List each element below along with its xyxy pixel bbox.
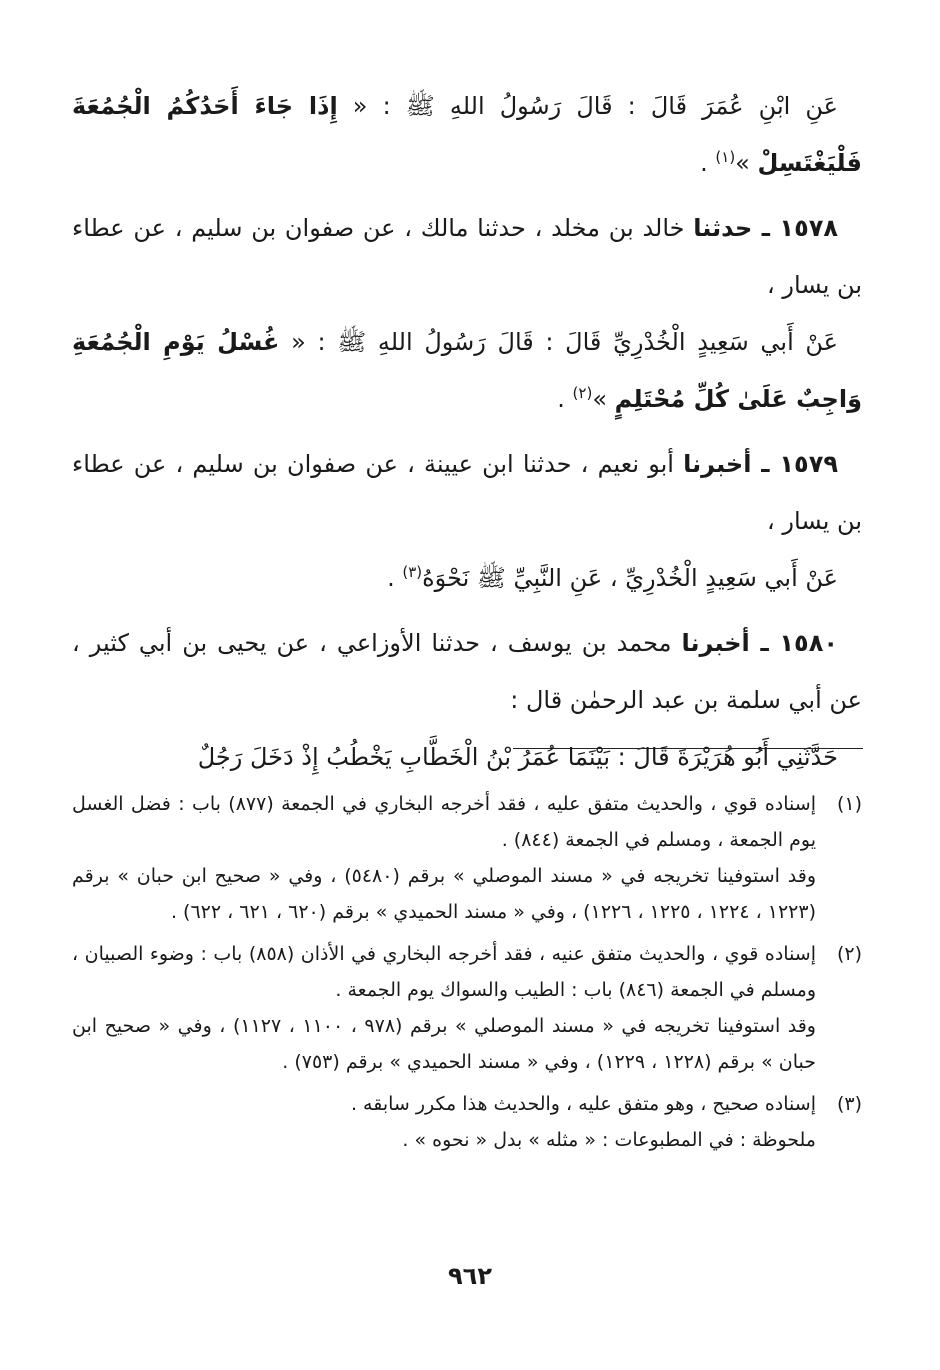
hadith-number: ١٥٧٩ bbox=[779, 450, 838, 478]
hadith-1578-isnad bbox=[72, 200, 862, 314]
footnote-body bbox=[72, 936, 816, 1080]
hadith-1578-close: » bbox=[592, 385, 608, 413]
hadith-1579-matn bbox=[72, 550, 862, 607]
footnote-line: وقد استوفينا تخريجه في « مسند الموصلي » برقم (٩٧٨ ، ١١٠٠ ، ١١٢٧) ، وفي « صحيح ابن حبان » برقم (١٢٢٨ ، ١٢٢٩) ، وفي « مسند الحميدي » برقم (٧٥٣) . bbox=[72, 1015, 816, 1073]
hadith-1577-quote: إِذَا جَاءَ أَحَدُكُمُ الْجُمُعَةَ فَلْيَغْتَسِلْ bbox=[72, 92, 862, 177]
page-number: ٩٦٢ bbox=[448, 1262, 492, 1290]
hadith-1579-isnad bbox=[72, 436, 862, 550]
footnote-number: (٣) bbox=[836, 1093, 862, 1115]
footnote-line: وقد استوفينا تخريجه في « مسند الموصلي » برقم (٥٤٨٠) ، وفي « صحيح ابن حبان » برقم (١٢٢٣ ، ١٢٢٤ ، ١٢٢٥ ، ١٢٢٦) ، وفي « مسند الحميدي » برقم (٦٢٠ ، ٦٢١ ، ٦٢٢) . bbox=[72, 865, 816, 923]
footnote-2 bbox=[72, 936, 862, 1080]
hadith-1578-matn bbox=[72, 314, 862, 428]
hadith-dash: ـ bbox=[749, 629, 780, 657]
hadith-1577-matn bbox=[72, 78, 862, 192]
footnote-line: إسناده صحيح ، وهو متفق عليه ، والحديث هذا مكرر سابقه . bbox=[350, 1093, 816, 1115]
hadith-1580-matn bbox=[72, 729, 862, 786]
hadith-number: ١٥٨٠ bbox=[779, 629, 838, 657]
hadith-dash: ـ bbox=[751, 450, 780, 478]
hadith-1578-end: . bbox=[557, 385, 573, 413]
footnote-divider bbox=[513, 748, 863, 749]
footnote-ref-2: (٢) bbox=[572, 384, 593, 402]
hadith-1579-end: . bbox=[387, 564, 403, 592]
footnote-body bbox=[72, 786, 816, 930]
footnote-3 bbox=[72, 1086, 862, 1158]
footnote-number: (٢) bbox=[836, 943, 862, 965]
hadith-number: ١٥٧٨ bbox=[779, 214, 839, 242]
footnote-number: (١) bbox=[836, 793, 862, 815]
hadith-1577-end: . bbox=[700, 149, 716, 177]
hadith-1579-isnad-text: أبو نعيم ، حدثنا ابن عيينة ، عن صفوان بن سليم ، عن عطاء بن يسار ، bbox=[72, 450, 862, 535]
footnote-ref-3: (٣) bbox=[402, 563, 423, 581]
footnote-ref-1: (١) bbox=[715, 148, 736, 166]
hadith-1577-close: » bbox=[735, 149, 750, 177]
hadith-1578-intro: عَنْ أَبي سَعِيدٍ الْخُدْرِيِّ قَالَ : قَالَ رَسُولُ اللهِ ﷺ : « bbox=[291, 328, 839, 356]
akhbarana-word: أخبرنا bbox=[681, 629, 750, 657]
hadith-dash: ـ bbox=[752, 214, 780, 242]
haddathana-word: حدثنا bbox=[693, 214, 753, 242]
hadith-1580-matn-text: حَدَّثَنِي أَبُو هُرَيْرَةَ قَالَ : بَيْنَمَا عُمَرُ بْنُ الْخَطَّابِ يَخْطُبُ إِذْ دَخَلَ رَجُلٌ bbox=[197, 743, 838, 771]
hadith-1579-matn-text: عَنْ أَبي سَعِيدٍ الْخُدْرِيِّ ، عَنِ النَّبِيِّ ﷺ نَحْوَهُ bbox=[422, 564, 838, 592]
footnote-line: ملحوظة : في المطبوعات : « مثله » بدل « نحوه » . bbox=[402, 1129, 816, 1151]
main-text bbox=[72, 78, 862, 786]
hadith-1580-isnad bbox=[72, 615, 862, 729]
hadith-1577-intro: عَنِ ابْنِ عُمَرَ قَالَ : قَالَ رَسُولُ اللهِ ﷺ : « bbox=[352, 92, 838, 120]
footnote-line: إسناده قوي ، والحديث متفق عنيه ، فقد أخرجه البخاري في الأذان (٨٥٨) باب : وضوء الصبيان ، ومسلم في الجمعة (٨٤٦) باب : الطيب والسواك يوم الجمعة . bbox=[72, 943, 817, 1001]
footnote-body bbox=[72, 1086, 816, 1158]
footnotes bbox=[72, 786, 862, 1164]
hadith-1578-quote: غُسْلُ يَوْمِ الْجُمُعَةِ وَاجِبٌ عَلَىٰ كُلِّ مُحْتَلِمٍ bbox=[72, 328, 862, 413]
footnote-1 bbox=[72, 786, 862, 930]
akhbarana-word: أخبرنا bbox=[683, 450, 752, 478]
hadith-1580-isnad-text: محمد بن يوسف ، حدثنا الأوزاعي ، عن يحيى بن أبي كثير ، عن أبي سلمة بن عبد الرحمٰن قال : bbox=[72, 629, 862, 714]
hadith-1578-isnad-text: خالد بن مخلد ، حدثنا مالك ، عن صفوان بن سليم ، عن عطاء بن يسار ، bbox=[72, 214, 862, 299]
footnote-line: إسناده قوي ، والحديث متفق عليه ، فقد أخرجه البخاري في الجمعة (٨٧٧) باب : فضل الغسل يوم الجمعة ، ومسلم في الجمعة (٨٤٤) . bbox=[72, 793, 816, 851]
